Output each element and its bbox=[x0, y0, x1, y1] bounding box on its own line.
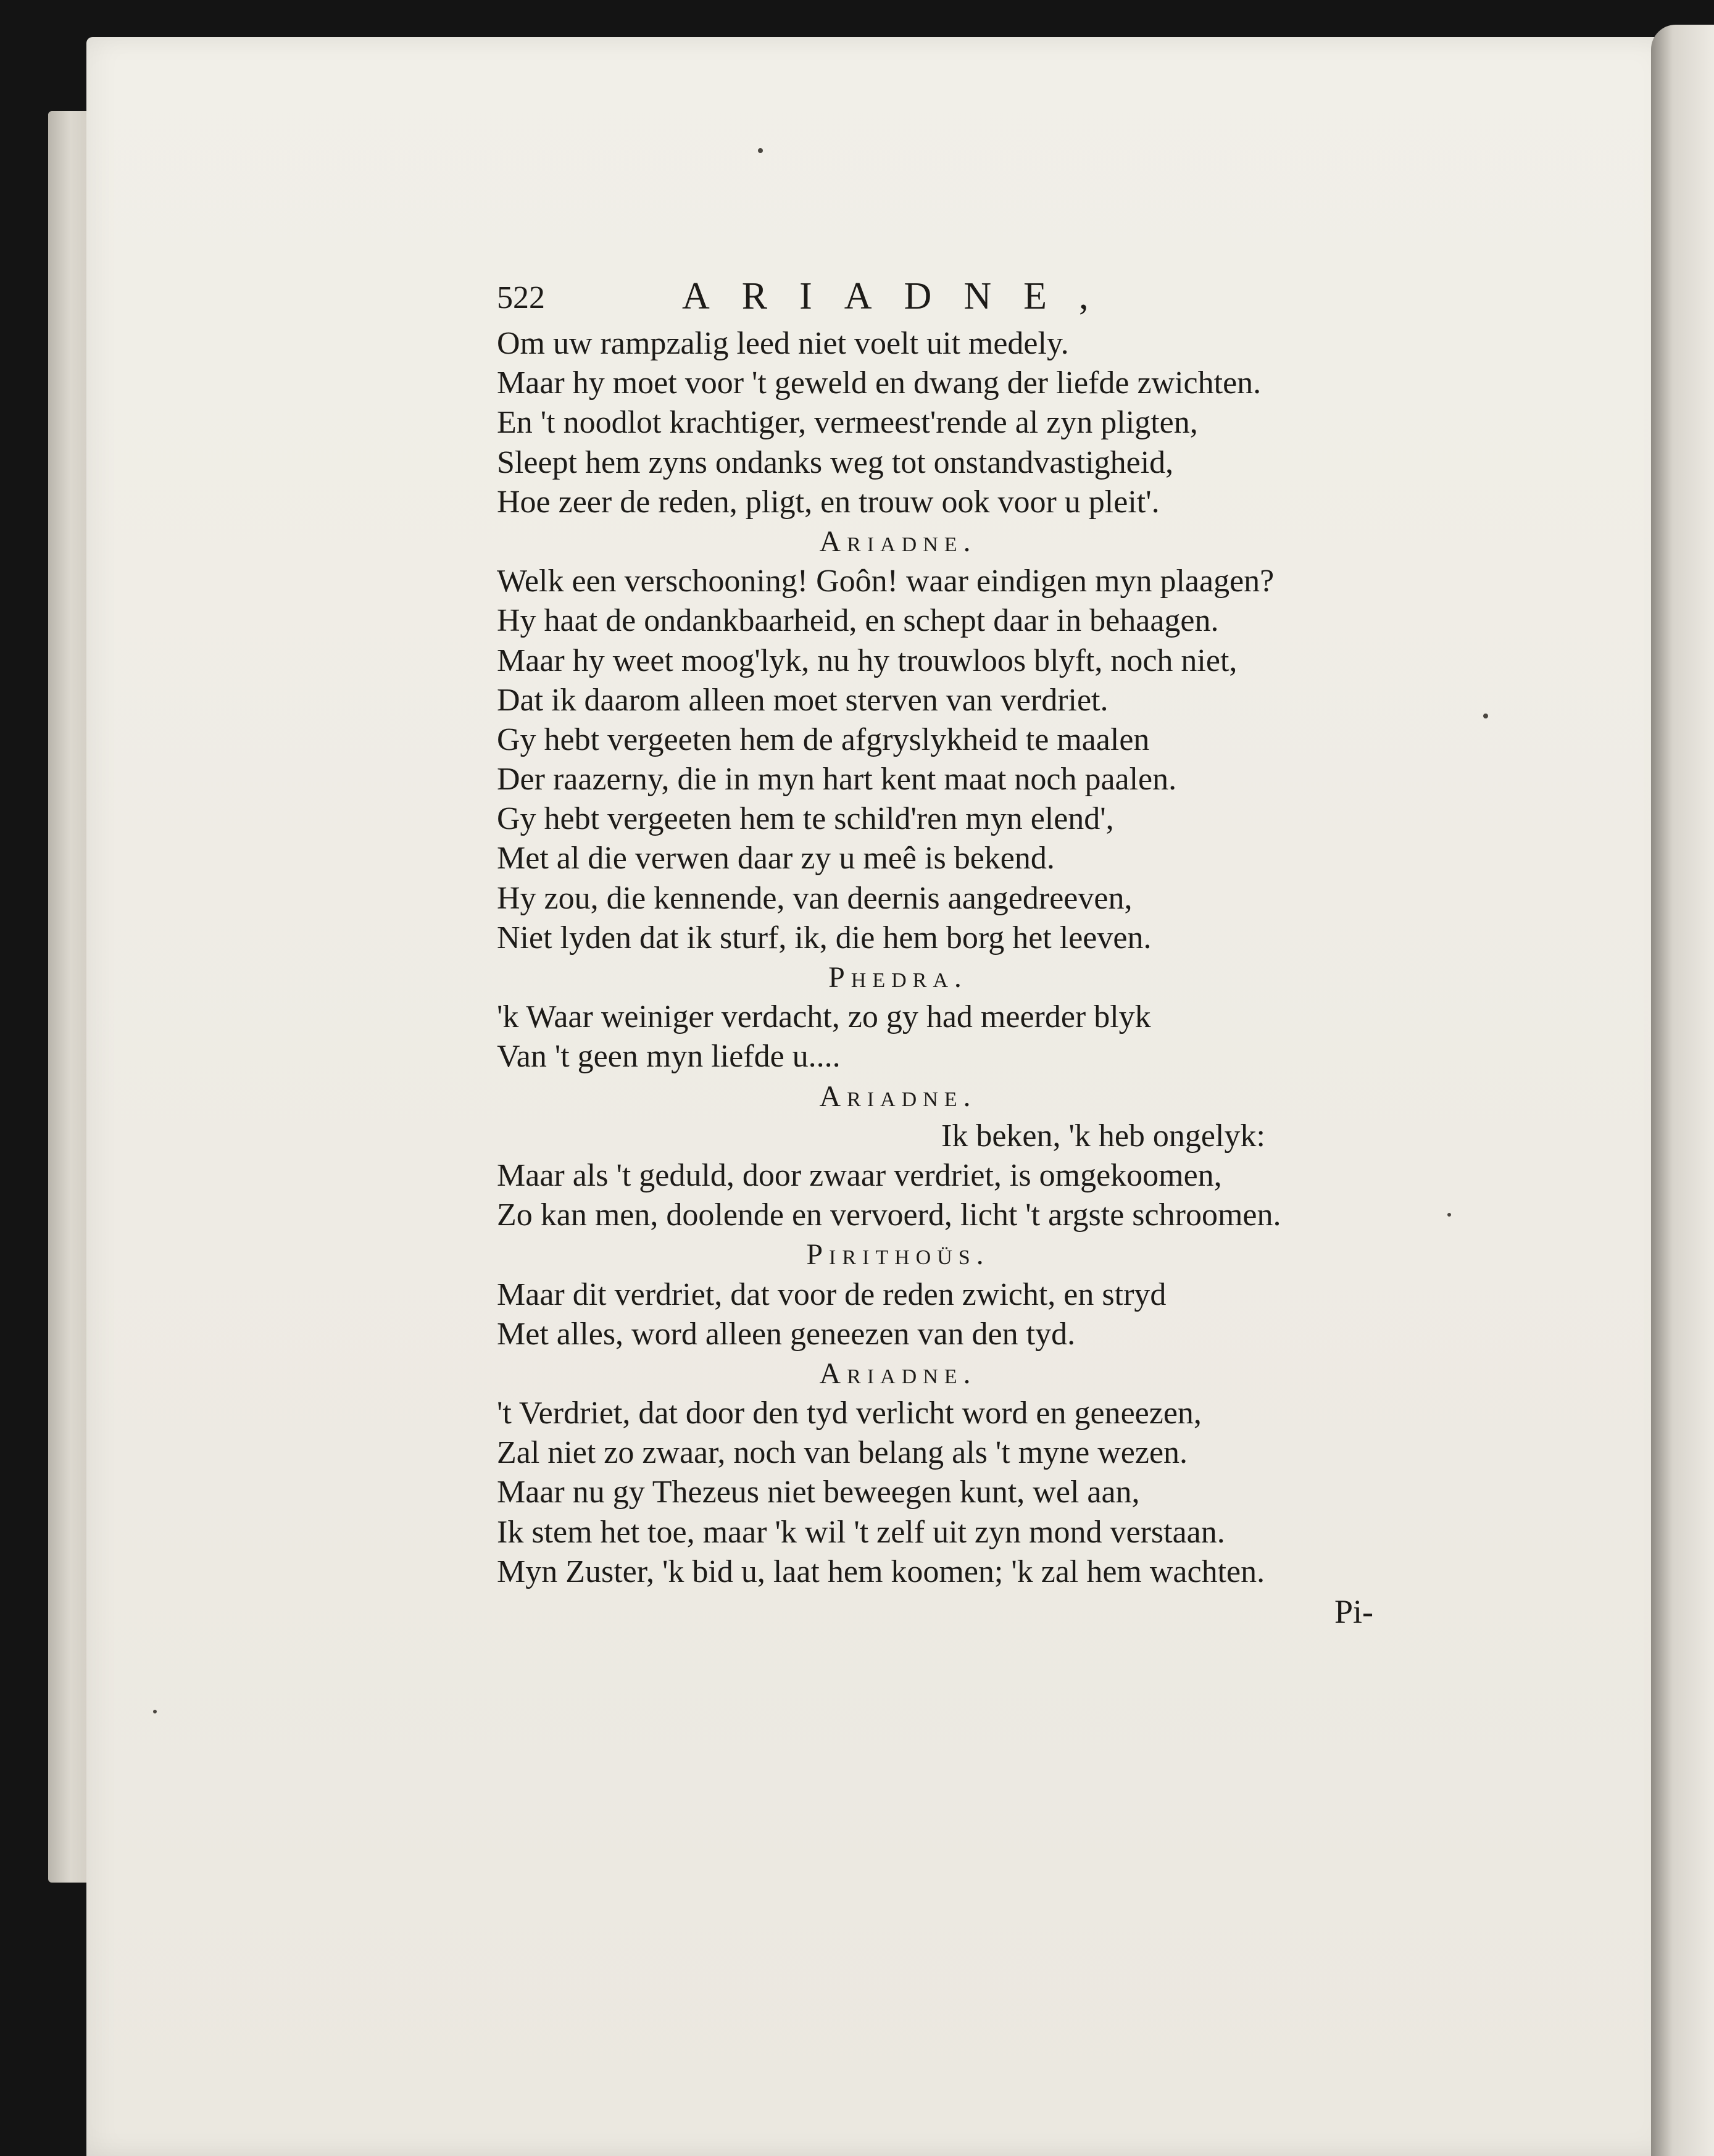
catchword: Pi- bbox=[1334, 1593, 1373, 1630]
running-head bbox=[497, 275, 1386, 324]
facing-page-edge bbox=[1651, 25, 1714, 2156]
ink-speck bbox=[153, 1710, 157, 1713]
speaker-heading: Pirithoüs. bbox=[806, 1238, 990, 1272]
verse-line: Zo kan men, doolende en vervoerd, licht 't argste schroomen. bbox=[497, 1197, 1281, 1233]
verse-line: Hy haat de ondankbaarheid, en schept daar in behaagen. bbox=[497, 603, 1219, 639]
page-number: 522 bbox=[497, 280, 545, 315]
speaker-heading: Ariadne. bbox=[819, 1357, 977, 1390]
ink-speck bbox=[1483, 714, 1488, 718]
speaker-heading: Ariadne. bbox=[819, 525, 977, 558]
verse-line: Niet lyden dat ik sturf, ik, die hem borg het leeven. bbox=[497, 920, 1152, 955]
verse-line: Gy hebt vergeeten hem de afgryslykheid te maalen bbox=[497, 722, 1150, 757]
verse-body bbox=[497, 324, 1386, 1631]
speaker-heading: Phedra. bbox=[828, 961, 968, 994]
verse-line: Met alles, word alleen geneezen van den tyd. bbox=[497, 1316, 1076, 1352]
verse-line: Hy zou, die kennende, van deernis aangedreeven, bbox=[497, 880, 1133, 916]
ink-speck bbox=[1447, 1213, 1451, 1217]
ink-speck bbox=[758, 148, 763, 153]
verse-line: Myn Zuster, 'k bid u, laat hem koomen; 'k zal hem wachten. bbox=[497, 1554, 1265, 1589]
text-block bbox=[497, 275, 1386, 1631]
verse-line: 'k Waar weiniger verdacht, zo gy had meerder blyk bbox=[497, 999, 1151, 1035]
verse-line: Maar hy moet voor 't geweld en dwang der liefde zwichten. bbox=[497, 365, 1262, 401]
verse-line: Welk een verschooning! Goôn! waar eindigen myn plaagen? bbox=[497, 564, 1275, 599]
verse-line: Ik stem het toe, maar 'k wil 't zelf uit zyn mond verstaan. bbox=[497, 1514, 1225, 1550]
verse-line: Maar nu gy Thezeus niet beweegen kunt, wel aan, bbox=[497, 1475, 1140, 1510]
verse-line: Om uw rampzalig leed niet voelt uit medely. bbox=[497, 326, 1069, 361]
verse-line: Zal niet zo zwaar, noch van belang als 't myne wezen. bbox=[497, 1435, 1188, 1471]
verse-line: Gy hebt vergeeten hem te schild'ren myn elend', bbox=[497, 801, 1114, 837]
verse-line: En 't noodlot krachtiger, vermeest'rende al zyn pligten, bbox=[497, 405, 1198, 441]
verse-line: Van 't geen myn liefde u.... bbox=[497, 1039, 841, 1075]
verse-line: Maar hy weet moog'lyk, nu hy trouwloos blyft, noch niet, bbox=[497, 643, 1238, 678]
verse-line: Sleept hem zyns ondanks weg tot onstandvastigheid, bbox=[497, 444, 1174, 480]
verse-line: Met al die verwen daar zy u meê is bekend. bbox=[497, 841, 1055, 876]
verse-line: Dat ik daarom alleen moet sterven van verdriet. bbox=[497, 682, 1109, 718]
verse-line: Der raazerny, die in myn hart kent maat noch paalen. bbox=[497, 762, 1177, 797]
verse-line: 't Verdriet, dat door den tyd verlicht word en geneezen, bbox=[497, 1396, 1202, 1431]
running-title: ARIADNE, bbox=[682, 275, 1121, 317]
verse-line: Hoe zeer de reden, pligt, en trouw ook voor u pleit'. bbox=[497, 484, 1160, 520]
verse-line: Maar als 't geduld, door zwaar verdriet, is omgekoomen, bbox=[497, 1157, 1222, 1193]
verse-line: Ik beken, 'k heb ongelyk: bbox=[941, 1118, 1265, 1154]
verse-line: Maar dit verdriet, dat voor de reden zwicht, en stryd bbox=[497, 1276, 1167, 1312]
speaker-heading: Ariadne. bbox=[819, 1080, 977, 1113]
